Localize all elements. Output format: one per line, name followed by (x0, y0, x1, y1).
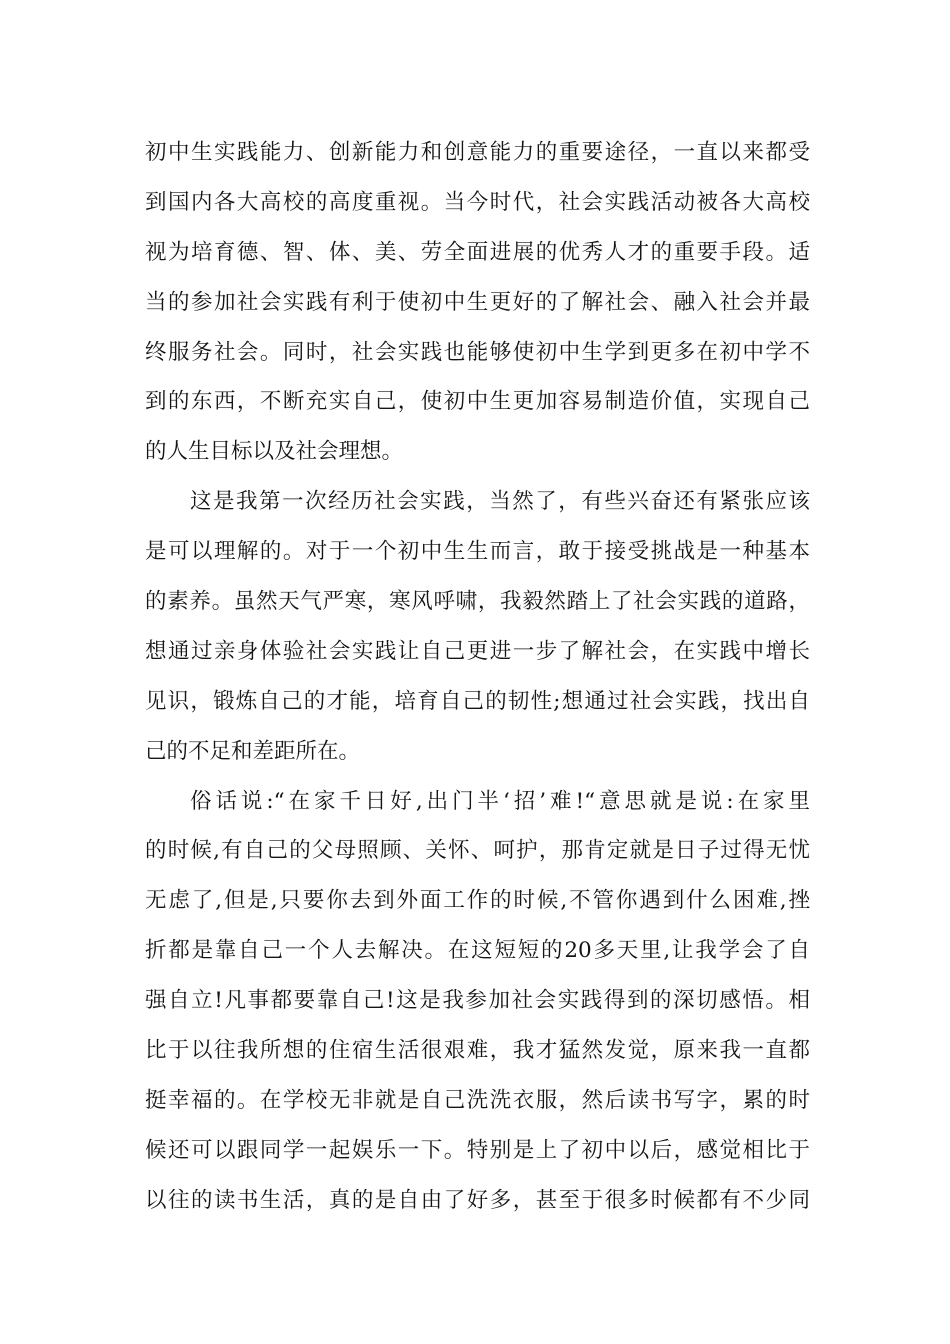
paragraph-2-line-3: 的素养。虽然天气严寒，寒风呼啸，我毅然踏上了社会实践的道路， (145, 589, 810, 615)
paragraph-2-line-6: 己的不足和差距所在。 (145, 738, 361, 764)
paragraph-2-line-1: 这是我第一次经历社会实践，当然了，有些兴奋还有紧张应该 (190, 489, 810, 515)
paragraph-3-line-7: 挺幸福的。在学校无非就是自己洗洗衣服，然后读书写字，累的时 (145, 1087, 810, 1113)
paragraph-2-line-4: 想通过亲身体验社会实践让自己更进一步了解社会，在实践中增长 (145, 638, 810, 664)
paragraph-3-line-1: 俗话说:“在家千日好,出门半‘招’难!“意思就是说:在家里 (190, 788, 810, 814)
paragraph-1-line-7: 的人生目标以及社会理想。 (145, 439, 404, 465)
paragraph-3-line-3: 无虑了,但是,只要你去到外面工作的时候,不管你遇到什么困难,挫 (145, 888, 810, 914)
paragraph-1-line-1: 初中生实践能力、创新能力和创意能力的重要途径，一直以来都受 (145, 140, 810, 165)
document-body (145, 128, 810, 1226)
paragraph-1-line-4: 当的参加社会实践有利于使初中生更好的了解社会、融入社会并最 (145, 289, 810, 315)
paragraph-3-line-2: 的时候,有自己的父母照顾、关怀、呵护，那肯定就是日子过得无忧 (145, 838, 810, 864)
paragraph-3-line-9: 以往的读书生活，真的是自由了好多，甚至于很多时候都有不少同 (145, 1187, 810, 1213)
paragraph-3-line-5: 强自立!凡事都要靠自己!这是我参加社会实践得到的深切感悟。相 (145, 988, 810, 1014)
paragraph-2-line-2: 是可以理解的。对于一个初中生生而言，敢于接受挑战是一种基本 (145, 539, 810, 565)
paragraph-1-line-5: 终服务社会。同时，社会实践也能够使初中生学到更多在初中学不 (145, 339, 810, 365)
paragraph-3-line-8: 候还可以跟同学一起娱乐一下。特别是上了初中以后，感觉相比于 (145, 1137, 810, 1163)
paragraph-1-line-3: 视为培育德、智、体、美、劳全面进展的优秀人才的重要手段。适 (145, 239, 810, 265)
paragraph-2-line-5: 见识，锻炼自己的才能，培育自己的韧性;想通过社会实践，找出自 (145, 688, 810, 714)
paragraph-1-line-6: 到的东西，不断充实自己，使初中生更加容易制造价值，实现自己 (145, 389, 810, 415)
paragraph-3-line-4: 折都是靠自己一个人去解决。在这短短的20多天里,让我学会了自 (145, 938, 810, 964)
paragraph-1-line-2: 到国内各大高校的高度重视。当今时代，社会实践活动被各大高校 (145, 189, 810, 215)
paragraph-3-line-6: 比于以往我所想的住宿生活很艰难，我才猛然发觉，原来我一直都 (145, 1038, 810, 1064)
